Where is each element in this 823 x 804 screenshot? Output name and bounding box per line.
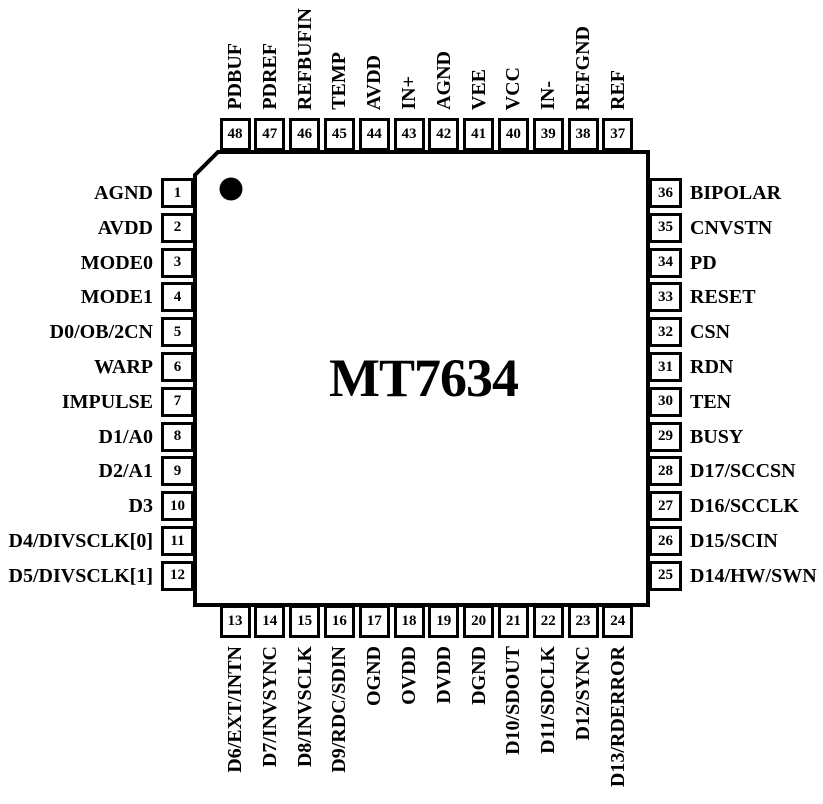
pin-number-box: 4 — [161, 282, 194, 312]
pin-label: AGND — [432, 51, 455, 110]
pin-label: OGND — [363, 646, 386, 706]
pin1-indicator-dot — [220, 178, 243, 201]
pin-number-box: 30 — [649, 387, 682, 417]
pin-number-box: 45 — [324, 118, 355, 151]
pin-number-box: 2 — [161, 213, 194, 243]
pin-number-box: 16 — [324, 605, 355, 638]
pin-number-box: 47 — [254, 118, 285, 151]
pin-label: D12/SYNC — [572, 646, 594, 741]
pin-label: REF — [606, 70, 629, 110]
pin-number-box: 46 — [289, 118, 320, 151]
pin-number-box: 13 — [220, 605, 251, 638]
pin-label: D3 — [128, 495, 153, 518]
pin-label: D0/OB/2CN — [49, 321, 153, 344]
pin-label: OVDD — [398, 646, 420, 705]
pin-number-box: 44 — [359, 118, 390, 151]
pin-number-box: 12 — [161, 561, 194, 591]
chip-title: MT7634 — [329, 348, 518, 408]
pin-label: DGND — [467, 646, 490, 705]
pin-number-box: 42 — [428, 118, 459, 151]
pin-number-box: 7 — [161, 387, 194, 417]
pin-label: D13/RDERROR — [606, 646, 629, 788]
pin-number-box: 1 — [161, 178, 194, 208]
pin-number-box: 6 — [161, 352, 194, 382]
pin-label: RDN — [690, 356, 734, 378]
pin-label: D16/SCCLK — [690, 495, 799, 518]
pin-number-box: 32 — [649, 317, 682, 347]
pin-number-box: 8 — [161, 422, 194, 452]
pin-number-box: 33 — [649, 282, 682, 312]
pin-label: RESET — [690, 286, 756, 309]
pin-label: D4/DIVSCLK[0] — [8, 530, 153, 552]
pin-number-box: 15 — [289, 605, 320, 638]
pin-label: D17/SCCSN — [690, 460, 796, 483]
pin-label: VCC — [502, 66, 525, 110]
pin-label: IN+ — [398, 76, 420, 110]
pin-number-box: 9 — [161, 456, 194, 486]
pin-number-box: 34 — [649, 248, 682, 278]
pin-number-box: 27 — [649, 491, 682, 521]
pin-number-box: 26 — [649, 526, 682, 556]
pin-label: D6/EXT/INTN — [224, 646, 246, 773]
pin-label: VEE — [467, 68, 490, 110]
pin-number-box: 39 — [533, 118, 564, 151]
pin-number-box: 28 — [649, 456, 682, 486]
pin-number-box: 11 — [161, 526, 194, 556]
pin-number-box: 22 — [533, 605, 564, 638]
pin-number-box: 35 — [649, 213, 682, 243]
pin-number-box: 40 — [498, 118, 529, 151]
pin-number-box: 37 — [602, 118, 633, 151]
pin-label: TEMP — [328, 52, 351, 110]
pin-label: REFBUFIN — [293, 7, 316, 110]
pin-number-box: 24 — [602, 605, 633, 638]
pin-label: D15/SCIN — [690, 530, 778, 552]
pin-label: D11/SDCLK — [537, 646, 560, 754]
pin-number-box: 48 — [220, 118, 251, 151]
pin-label: MODE1 — [80, 286, 153, 309]
pin-label: MODE0 — [80, 251, 153, 274]
pin-label: IMPULSE — [61, 390, 153, 413]
pin-label: AVDD — [363, 54, 386, 110]
pin-number-box: 19 — [428, 605, 459, 638]
pin-number-box: 43 — [394, 118, 425, 151]
pin-number-box: 5 — [161, 317, 194, 347]
pin-number-box: 29 — [649, 422, 682, 452]
pin-label: TEN — [690, 390, 732, 413]
pin-label: BUSY — [690, 425, 744, 448]
pin-number-box: 31 — [649, 352, 682, 382]
pin-label: DVDD — [432, 646, 455, 704]
pin-label: D10/SDOUT — [502, 646, 525, 755]
pin-label: AVDD — [97, 216, 153, 239]
pin-label: CSN — [690, 321, 731, 344]
pin-label: WARP — [94, 356, 153, 378]
pin-label: AGND — [94, 182, 153, 204]
pin-label: D14/HW/SWN — [690, 564, 817, 587]
pin-number-box: 25 — [649, 561, 682, 591]
pin-label: D9/RDC/SDIN — [328, 646, 351, 773]
pin-number-box: 14 — [254, 605, 285, 638]
pin-number-box: 18 — [394, 605, 425, 638]
pin-label: D7/INVSYNC — [258, 646, 281, 768]
pin-number-box: 23 — [568, 605, 599, 638]
pin-label: PDREF — [258, 43, 281, 110]
pin-label: PD — [690, 251, 717, 274]
pin-label: D2/A1 — [98, 460, 153, 483]
pin-label: CNVSTN — [690, 216, 773, 239]
pin-number-box: 3 — [161, 248, 194, 278]
pin-label: D8/INVSCLK — [293, 646, 316, 768]
pin-number-box: 10 — [161, 491, 194, 521]
pin-number-box: 36 — [649, 178, 682, 208]
pin-label: BIPOLAR — [690, 182, 782, 204]
pin-number-box: 41 — [463, 118, 494, 151]
pin-label: IN- — [537, 81, 560, 110]
pin-number-box: 17 — [359, 605, 390, 638]
pin-label: REFGND — [572, 25, 594, 110]
pin-number-box: 20 — [463, 605, 494, 638]
pin-label: D5/DIVSCLK[1] — [8, 564, 153, 587]
pin-label: PDBUF — [224, 43, 246, 110]
pin-number-box: 38 — [568, 118, 599, 151]
pin-number-box: 21 — [498, 605, 529, 638]
pin-label: D1/A0 — [98, 425, 153, 448]
